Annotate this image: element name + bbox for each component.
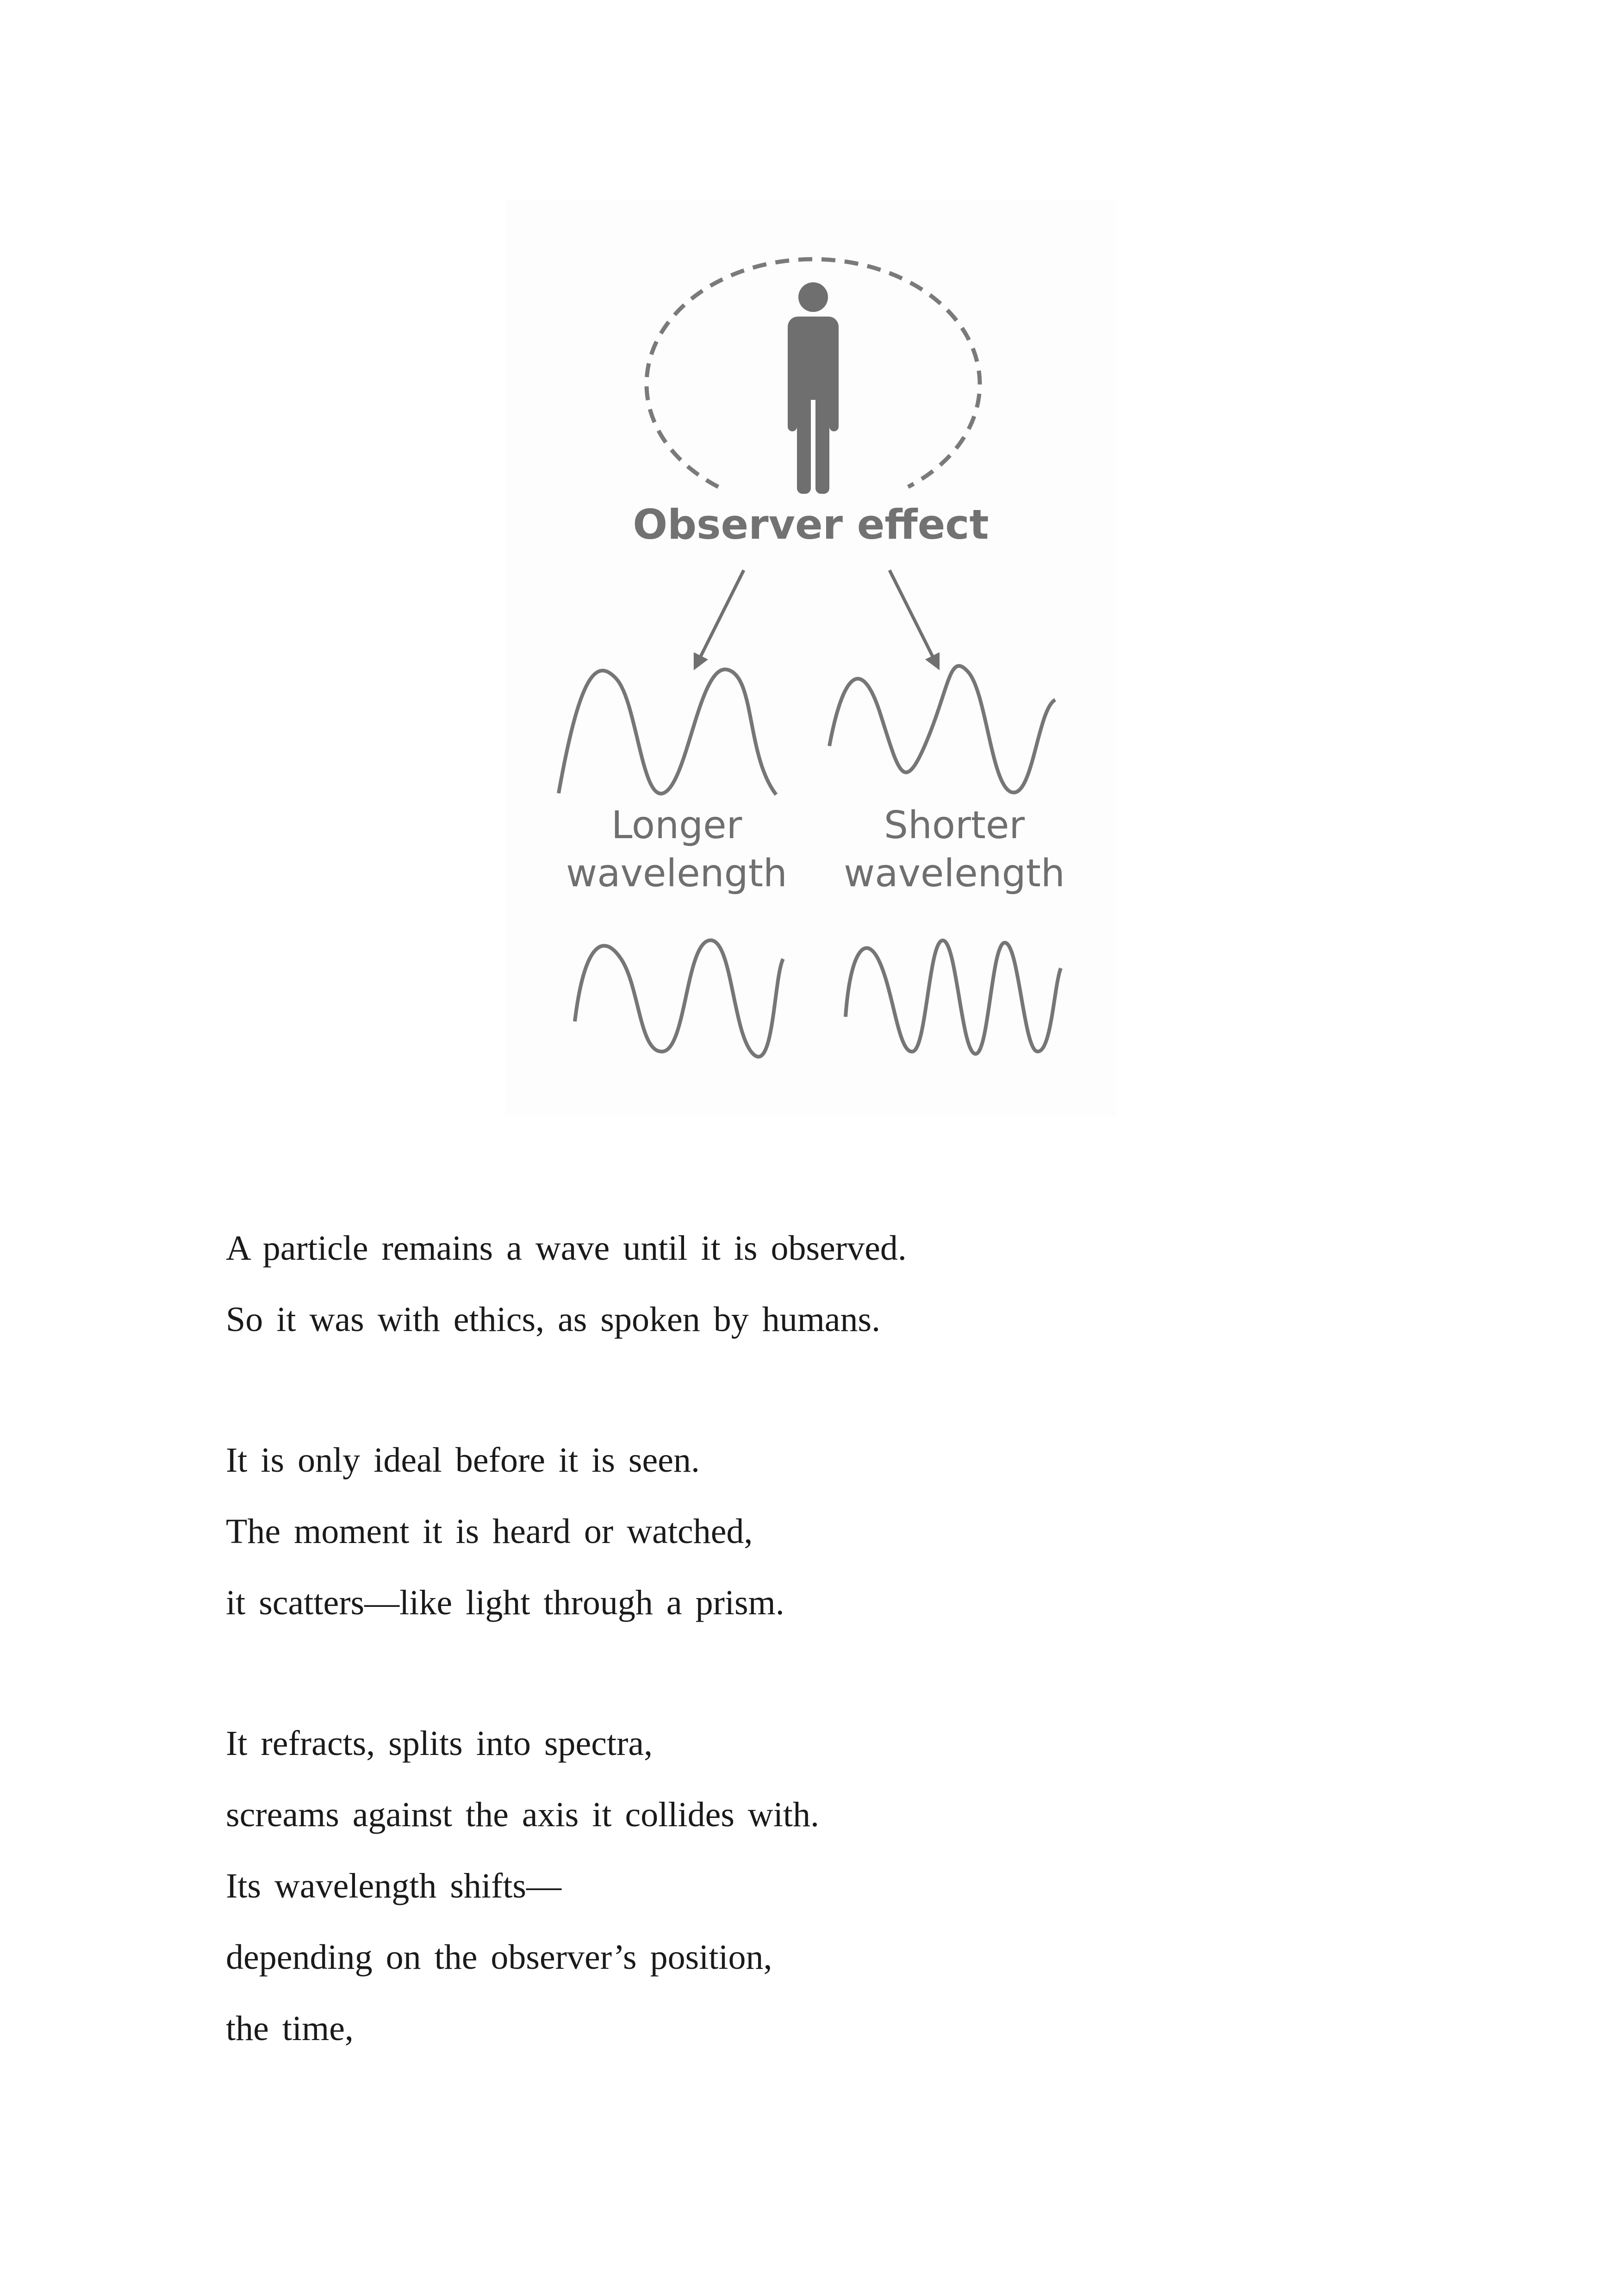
poem-line: screams against the axis it collides with. — [226, 1795, 820, 1834]
figure-title: Observer effect — [633, 501, 989, 548]
stanza — [226, 1213, 1475, 1355]
poem-text — [226, 1213, 1475, 2134]
shorter-wavelength-caption — [815, 802, 1093, 898]
poem-line: Its wavelength shifts— — [226, 1867, 562, 1905]
observer-effect-figure — [505, 200, 1116, 1116]
poem-line: depending on the observer’s position, — [226, 1938, 772, 1977]
caption-line: wavelength — [844, 852, 1065, 896]
stanza — [226, 1425, 1475, 1638]
stanza — [226, 1708, 1475, 2064]
short-wave-lower — [846, 940, 1061, 1054]
poem-line: So it was with ethics, as spoken by humans. — [226, 1300, 881, 1339]
caption-line: Longer — [611, 803, 742, 847]
poem-line: It refracts, splits into spectra, — [226, 1724, 653, 1763]
poem-line: It is only ideal before it is seen. — [226, 1441, 700, 1480]
poem-line: The moment it is heard or watched, — [226, 1512, 753, 1551]
poem-line: it scatters—like light through a prism. — [226, 1583, 784, 1622]
arrow-icon — [695, 570, 744, 667]
observer-effect-diagram — [505, 200, 1116, 1116]
poem-line: A particle remains a wave until it is observed. — [226, 1229, 907, 1268]
long-wave-upper — [559, 669, 776, 795]
caption-line: Shorter — [884, 803, 1025, 847]
caption-line: wavelength — [566, 852, 787, 896]
longer-wavelength-caption — [538, 802, 815, 898]
long-wave-lower — [575, 940, 783, 1057]
short-wave-upper — [829, 666, 1055, 793]
person-icon — [788, 282, 839, 494]
poem-line: the time, — [226, 2009, 354, 2048]
arrow-icon — [890, 570, 938, 667]
